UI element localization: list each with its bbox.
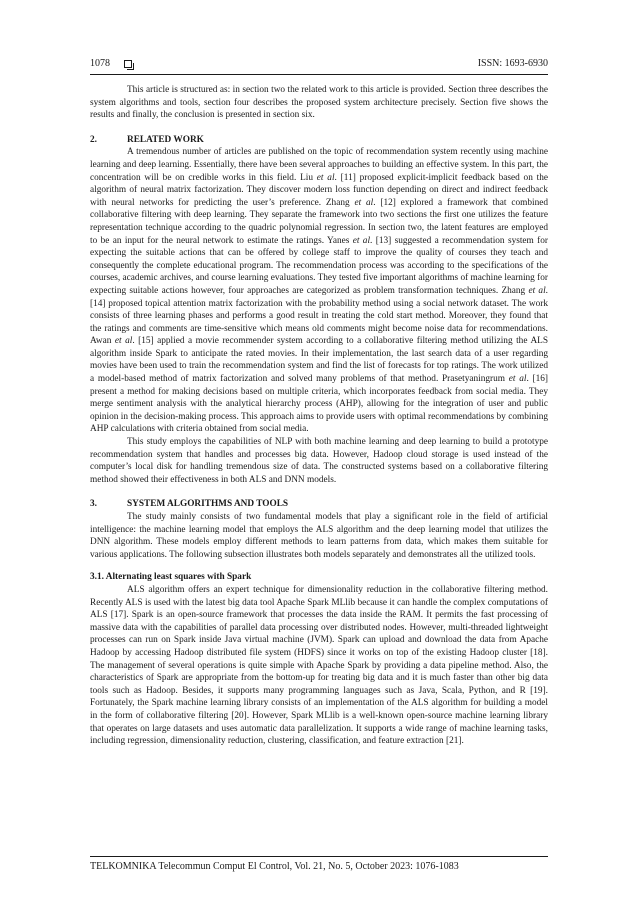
subsection-3-1-heading: 3.1. Alternating least squares with Spark [90,572,252,583]
issn: ISSN: 1693-6930 [477,58,548,69]
footer-rule [90,856,548,857]
section-2-paragraph-2: This study employs the capabilities of NLP with both machine learning and deep learning to build a prototype recommendation system that handles and processes big data. However, Hadoop cloud storage is used instead of the computer’s local disk for handling tremendous size of data. The constructed systems based on a collaborative filtering method showed their effectiveness in both ALS and DNN models. [90,437,548,485]
article-body [90,84,548,748]
section-3-paragraph-1: The study mainly consists of two fundamental models that play a significant role in the field of artificial intelligence: the machine learning model that employs the ALS algorithm and the deep learning model that utilizes the DNN algorithm. These models employ different methods to learn patterns from data, which makes them suitable for various applications. The following subsection illustrates both models separately and demonstrates all the utilized tools. [90,512,548,560]
section-number: 2. [90,134,97,145]
header-left [90,56,132,72]
section-title: SYSTEM ALGORITHMS AND TOOLS [127,499,289,510]
section-number: 3. [90,499,97,510]
section-2-paragraph-1: A tremendous number of articles are published on the topic of recommendation system recently using machine learning and deep learning. Essentially, there have been several approaches to building an effective system. In this part, the concentration will be on credible works in this field. Liu et al. [11] proposed explicit-implicit feedback based on the algorithm of neural matrix factorization. They discover modern loss function depending on direct and indirect feedback with neural networks for predicting the user’s preference. Zhang et al. [12] explored a framework that combined collaborative filtering with deep learning. They separate the framework into two sections the first one utilizes the feature representation technique according to the quadric polynomial regression. In section two, the latent features are employed to be an input for the neural network to estimate the ratings. Yanes et al. [13] suggested a recommendation system for expecting the suitable actions that can be offered by college staff to improve the quality of courses they teach and consequently the complete educational program. The recommendation process was according to the specifications of the courses, academic archives, and course learning evaluations. They tested five important algorithms of machine learning for expecting suitable actions however, four approaches are categorized as problem transformation techniques. Zhang et al. [14] proposed topical attention matrix factorization with the probability method using a social network dataset. The work consists of three learning phases and performs a good result in treating the cold start method. Moreover, they found that the ratings and comments are time-sensitive which means old comments might become noise data for recommendations. Awan et al. [15] applied a movie recommender system according to a collaborative filtering method utilizing the ALS algorithm inside Spark to anticipate the rated movies. In their implementation, the last search data of a user regarding movies have been used to train the recommendation system and find the list of forecasts for top ratings. The work utilized a model-based method of matrix factorization and solved many problems of that method. Prasetyaningrum et al. [16] present a method for making decisions based on multiple criteria, which incorporates feedback from social media. They merge sentiment analysis with the analytical hierarchy process (AHP), allowing for the integration of user and public opinion in the decision-making process. This approach aims to provide users with optimal recommendations by combining AHP calculations with criteria obtained from social media. [90,147,549,435]
page-number: 1078 [90,58,110,69]
section-title: RELATED WORK [127,134,204,145]
subsection-3-1-paragraph: ALS algorithm offers an expert technique for dimensionality reduction in the collaborative filtering method. Recently ALS is used with the latest big data tool Apache Spark MLlib because it can handle the complex computations of ALS [17]. Spark is an open-source framework that processes the data inside the RAM. It permits the fast processing of massive data with the capabilities of parallel data processing over distributed nodes. However, multi-threaded lightweight processes can run on Spark inside Java virtual machine (JVM). Spark can upload and download the data from Apache Hadoop by accessing Hadoop distributed file system (HDFS) since it works on top of the existing Hadoop cluster [18]. The management of several operations is quite simple with Apache Spark by providing a data pipeline method. Also, the characteristics of Spark are appropriate from the bottom-up for treating big data and it is much faster than other big data tools such as Hadoop. Besides, it supports many programming languages such as Java, Scala, Python, and R [19]. Fortunately, the Spark machine learning library consists of an implementation of the ALS algorithm for building a model in the form of collaborative filtering [20]. However, Spark MLlib is a well-known open-source machine learning library that operates on large datasets and uses automatic data parallelization. It supports a wide range of machine learning tasks, including regression, dimensionality reduction, clustering, classification, and feature extraction [21]. [90,584,548,747]
section-2-heading [90,134,548,147]
header-rule [90,74,548,75]
square-box-icon [124,60,132,68]
journal-citation: TELKOMNIKA Telecommun Comput El Control, Vol. 21, No. 5, October 2023: 1076-1083 [90,861,459,872]
section-3-heading [90,498,548,511]
intro-paragraph: This article is structured as: in section two the related work to this article is provided. Section three describes the system algorithms and tools, section four describes the proposed system architecture precisely. Section five shows the results and finally, the conclusion is presented in section six. [90,85,548,121]
page-header [90,56,548,72]
